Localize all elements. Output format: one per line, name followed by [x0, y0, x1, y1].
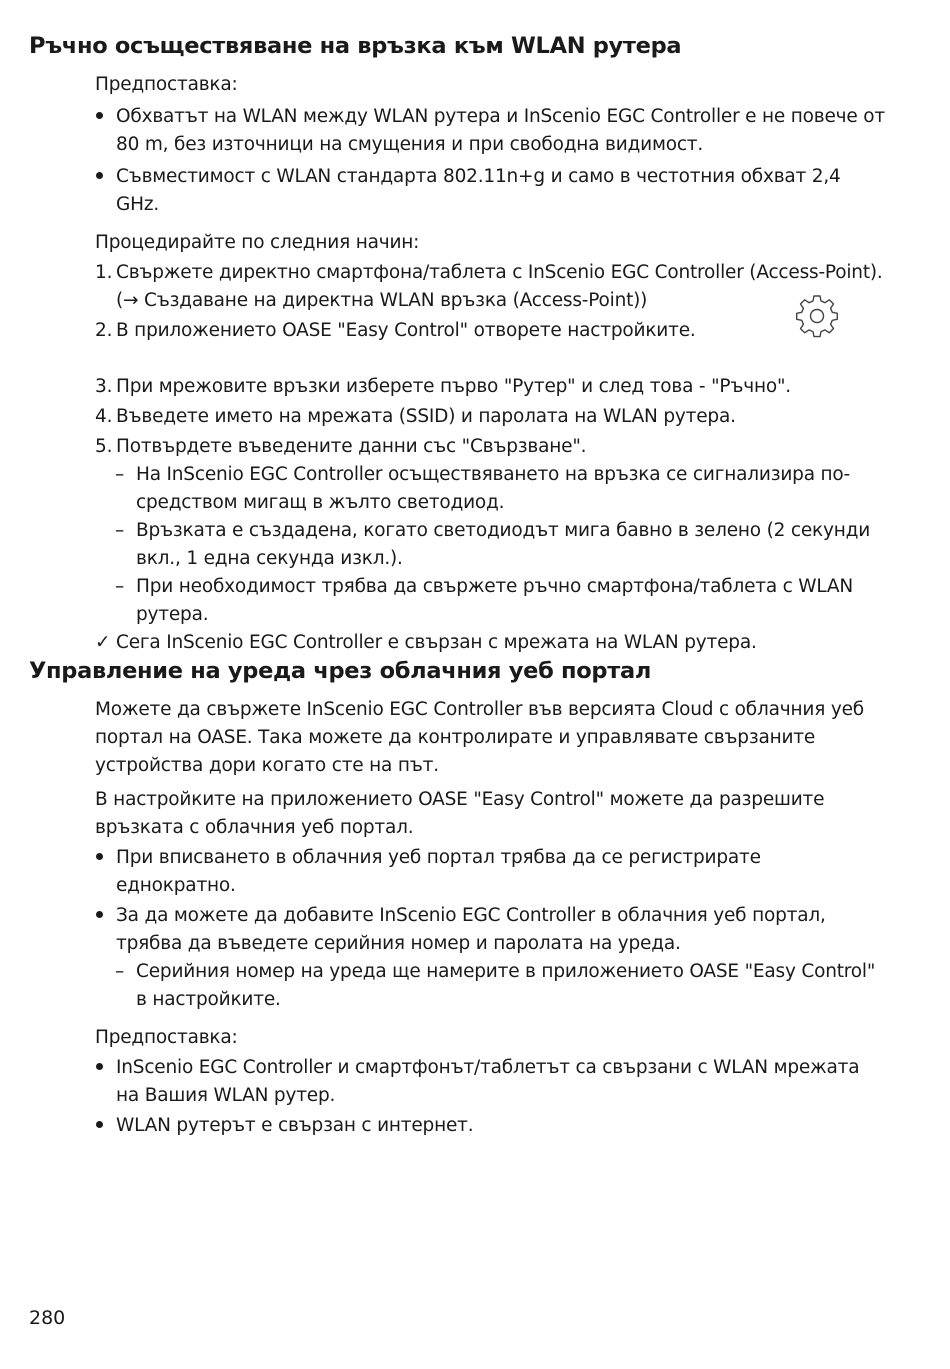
- dash-marker: –: [115, 464, 125, 485]
- prereq-list: [95, 1054, 885, 1140]
- bullet-icon: [96, 853, 103, 860]
- section-title-wlan-manual: Ръчно осъществяване на връзка към WLAN рутера: [29, 33, 682, 59]
- list-item: – Връзката е създадена, когато светодиодът мига бавно в зелено (2 секунди вкл., 1 една секунда изкл.).: [95, 517, 885, 573]
- prereq-label: Предпоставка:: [95, 1027, 238, 1048]
- bullet-icon: [96, 1121, 103, 1128]
- bullet-icon: [96, 1063, 103, 1070]
- list-item: InScenio EGC Controller и смартфонът/таблетът са свързани с WLAN мрежата на Вашия WLAN рутер.: [95, 1054, 885, 1110]
- step-item: 2. В приложението OASE "Easy Control" отворете настройките.: [95, 320, 696, 341]
- cloud-bullets: [95, 844, 885, 1014]
- paragraph: В настройките на приложението OASE "Easy Control" можете да разрешите връзката с облачния уеб портал.: [95, 789, 825, 838]
- dash-marker: –: [115, 520, 125, 541]
- list-item: Съвместимост с WLAN стандарта 802.11n+g и само в честотния обхват 2,4 GHz.: [95, 163, 885, 219]
- paragraph: Можете да свържете InScenio EGC Controller във версията Cloud с облачния уеб портал на OASE. Така можете да контролирате и управлявате свързаните устройства дори когато сте на път.: [95, 699, 864, 776]
- section1-body: [95, 71, 885, 657]
- cross-reference-link[interactable]: (→ Създаване на директна WLAN връзка (Access-Point)): [116, 290, 648, 311]
- step-item: 1. Свържете директно смартфона/таблета с InScenio EGC Controller (Access-Point). (→ Създаване на директна WLAN връзка (Access-Point)): [95, 262, 883, 311]
- list-item: – Серийния номер на уреда ще намерите в приложението OASE "Easy Control" в настройките.: [95, 958, 885, 1014]
- step-item: 4. Въведете името на мрежата (SSID) и паролата на WLAN рутера.: [95, 406, 736, 427]
- step-item: 5. Потвърдете въведените данни със "Свързване".: [95, 436, 587, 457]
- list-item: – На InScenio EGC Controller осъществяването на връзка се сигнализира посредством мигащ в жълто светодиод.: [95, 461, 885, 517]
- list-item: За да можете да добавите InScenio EGC Controller в облачния уеб портал, трябва да въведете серийния номер и паролата на уреда.: [95, 902, 885, 958]
- procedure-label: Процедирайте по следния начин:: [95, 232, 420, 253]
- dash-marker: –: [115, 576, 125, 597]
- list-item: Обхватът на WLAN между WLAN рутера и InScenio EGC Controller е не повече от 80 m, без източници на смущения и при свободна видимост.: [95, 103, 885, 159]
- bullet-icon: [96, 172, 103, 179]
- result-line: ✓ Сега InScenio EGC Controller е свързан с мрежата на WLAN рутера.: [95, 629, 885, 657]
- prereq-list: [95, 103, 885, 219]
- section2-body: [95, 696, 885, 1140]
- section-title-cloud-portal: Управление на уреда чрез облачния уеб портал: [29, 658, 652, 684]
- checkmark-icon: ✓: [95, 632, 111, 653]
- step5-results: [95, 461, 885, 629]
- step-item: 3. При мрежовите връзки изберете първо "Рутер" и след това - "Ръчно".: [95, 376, 791, 397]
- prereq-label: Предпоставка:: [95, 74, 238, 95]
- gear-icon: [793, 292, 841, 340]
- page-number: 280: [29, 1307, 66, 1329]
- list-item: – При необходимост трябва да свържете ръчно смартфона/таблета с WLAN рутера.: [95, 573, 885, 629]
- list-item: WLAN рутерът е свързан с интернет.: [95, 1112, 885, 1140]
- list-item: При вписването в облачния уеб портал трябва да се регистрирате еднократно.: [95, 844, 885, 900]
- bullet-icon: [96, 112, 103, 119]
- dash-marker: –: [115, 961, 125, 982]
- steps-list: [95, 259, 885, 461]
- bullet-icon: [96, 911, 103, 918]
